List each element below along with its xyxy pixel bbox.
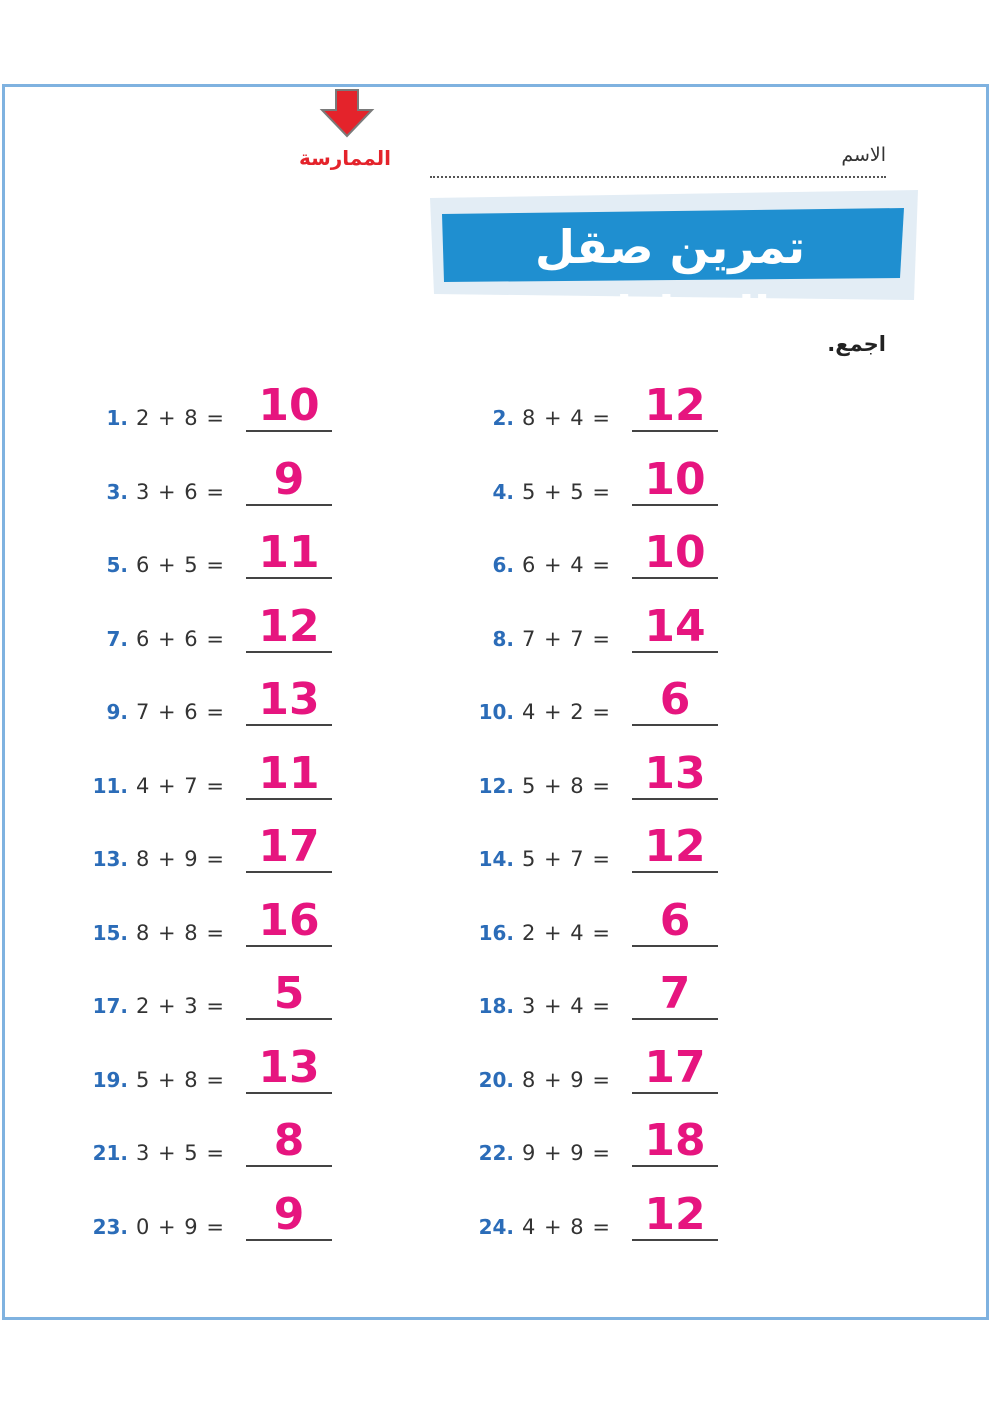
problem-number: 2. [492, 406, 514, 430]
arrow-down-icon [318, 88, 376, 140]
problem-expression: 6 + 4 = [522, 553, 611, 577]
problem-14 [452, 813, 732, 873]
handwritten-answer: 8 [273, 1115, 305, 1166]
handwritten-answer: 7 [659, 968, 691, 1019]
problem-number: 10. [478, 700, 514, 724]
problem-5 [66, 519, 346, 579]
problem-expression: 4 + 7 = [136, 773, 225, 798]
problem-number: 13. [92, 847, 128, 871]
problem-16 [452, 887, 732, 947]
problem-expression: 5 + 5 = [522, 479, 611, 504]
problem-expression: 3 + 6 = [136, 479, 225, 504]
handwritten-answer: 11 [258, 747, 320, 799]
copyright-note [938, 980, 952, 1270]
problem-number: 24. [478, 1214, 514, 1239]
handwritten-answer: 9 [273, 1188, 305, 1240]
problem-number: 21. [92, 1141, 128, 1165]
problem-7 [66, 593, 346, 653]
problem-expression: 6 + 6 = [136, 626, 225, 651]
problem-number: 20. [478, 1067, 514, 1092]
problem-10 [452, 666, 732, 726]
problem-expression: 2 + 3 = [136, 994, 225, 1018]
problem-number: 3. [106, 479, 128, 504]
problem-expression: 4 + 2 = [522, 700, 611, 724]
problem-number: 5. [106, 553, 128, 577]
problem-expression: 9 + 9 = [522, 1141, 611, 1165]
handwritten-answer: 17 [644, 1041, 706, 1093]
instruction-text: اجمع. [827, 332, 886, 356]
problem-number: 12. [478, 773, 514, 798]
problem-1 [66, 372, 346, 432]
handwritten-answer: 6 [659, 894, 691, 946]
handwritten-answer: 5 [273, 968, 305, 1019]
handwritten-answer: 13 [644, 747, 706, 799]
handwritten-answer: 11 [258, 527, 320, 578]
problem-expression: 5 + 8 = [522, 773, 611, 798]
problem-number: 22. [478, 1141, 514, 1165]
name-label: الاسم [841, 144, 886, 166]
problem-number: 8. [492, 626, 514, 651]
practice-label: الممارسة [298, 146, 391, 170]
handwritten-answer: 12 [644, 821, 706, 872]
problem-13 [66, 813, 346, 873]
problem-expression: 0 + 9 = [136, 1214, 225, 1239]
problem-19 [66, 1034, 346, 1094]
problem-4 [452, 446, 732, 506]
handwritten-answer: 16 [258, 894, 320, 946]
problem-expression: 8 + 9 = [136, 847, 225, 871]
problem-expression: 2 + 8 = [136, 406, 225, 430]
handwritten-answer: 18 [644, 1115, 706, 1166]
problem-expression: 3 + 4 = [522, 994, 611, 1018]
problem-expression: 8 + 8 = [136, 920, 225, 945]
problem-8 [452, 593, 732, 653]
handwritten-answer: 13 [258, 1041, 320, 1093]
problem-17 [66, 960, 346, 1020]
problem-number: 11. [92, 773, 128, 798]
problem-expression: 7 + 7 = [522, 626, 611, 651]
problem-12 [452, 740, 732, 800]
handwritten-answer: 12 [644, 380, 706, 431]
problem-9 [66, 666, 346, 726]
problem-expression: 2 + 4 = [522, 920, 611, 945]
handwritten-answer: 12 [644, 1188, 706, 1240]
problem-2 [452, 372, 732, 432]
problem-number: 18. [478, 994, 514, 1018]
problem-20 [452, 1034, 732, 1094]
problem-expression: 7 + 6 = [136, 700, 225, 724]
handwritten-answer: 9 [273, 453, 305, 505]
problem-18 [452, 960, 732, 1020]
problem-number: 19. [92, 1067, 128, 1092]
handwritten-answer: 10 [644, 527, 706, 578]
problem-expression: 5 + 7 = [522, 847, 611, 871]
problem-15 [66, 887, 346, 947]
problem-expression: 5 + 8 = [136, 1067, 225, 1092]
handwritten-answer: 10 [258, 380, 320, 431]
handwritten-answer: 10 [644, 453, 706, 505]
problem-number: 6. [492, 553, 514, 577]
problem-24 [452, 1181, 732, 1241]
handwritten-answer: 6 [659, 674, 691, 725]
page-title: تمرين صقل المهارات [534, 220, 806, 340]
problem-number: 14. [478, 847, 514, 871]
name-field-line[interactable] [430, 176, 886, 178]
problem-21 [66, 1107, 346, 1167]
problem-number: 4. [492, 479, 514, 504]
problem-expression: 8 + 4 = [522, 406, 611, 430]
problem-number: 16. [478, 920, 514, 945]
problem-number: 17. [92, 994, 128, 1018]
problem-expression: 6 + 5 = [136, 553, 225, 577]
problem-11 [66, 740, 346, 800]
problem-expression: 4 + 8 = [522, 1214, 611, 1239]
problem-23 [66, 1181, 346, 1241]
problem-expression: 8 + 9 = [522, 1067, 611, 1092]
problem-expression: 3 + 5 = [136, 1141, 225, 1165]
problem-number: 1. [106, 406, 128, 430]
problem-number: 23. [92, 1214, 128, 1239]
problem-number: 9. [106, 700, 128, 724]
problem-number: 15. [92, 920, 128, 945]
handwritten-answer: 14 [644, 600, 706, 652]
handwritten-answer: 12 [258, 600, 320, 652]
handwritten-answer: 17 [258, 821, 320, 872]
problem-22 [452, 1107, 732, 1167]
problem-6 [452, 519, 732, 579]
problem-3 [66, 446, 346, 506]
problem-number: 7. [106, 626, 128, 651]
handwritten-answer: 13 [258, 674, 320, 725]
